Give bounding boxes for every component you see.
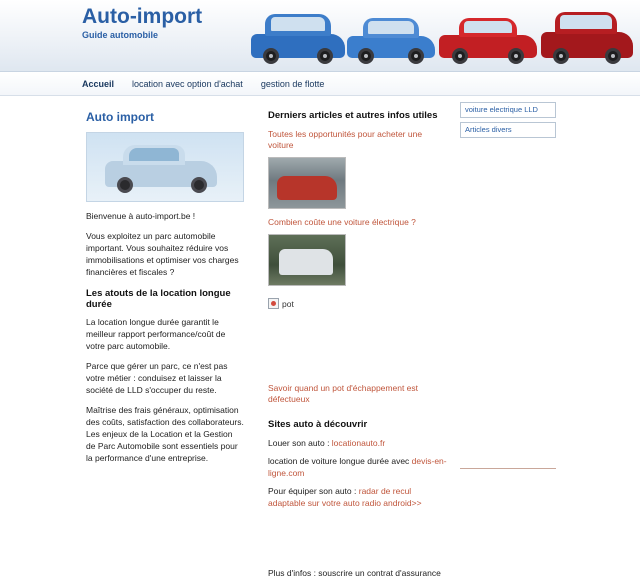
car-image-3 <box>439 10 537 64</box>
nav-item-accueil[interactable]: Accueil <box>82 78 115 89</box>
site-line-3 <box>268 485 448 509</box>
brand-title: Auto-import <box>82 5 203 28</box>
middle-column <box>268 110 448 515</box>
paragraph-1: Vous exploitez un parc automobile important. Vous souhaitez réduire vos immobilisations et optimiser vos charges financières et fiscales ? <box>86 231 239 277</box>
section-heading-atouts: Les atouts de la location longue durée <box>86 288 231 310</box>
site-2-prefix: location de voiture longue durée avec <box>268 456 412 466</box>
right-box-articles-divers[interactable]: Articles divers <box>460 122 556 138</box>
right-divider <box>460 468 556 469</box>
site-header <box>0 0 640 72</box>
nav-item-location-option-achat[interactable]: location avec option d'achat <box>132 78 243 89</box>
broken-image-placeholder <box>268 298 294 309</box>
article-link-2[interactable]: Combien coûte une voiture électrique ? <box>268 217 416 227</box>
page-title: Auto import <box>86 110 154 124</box>
site-2-link[interactable]: devis-en-ligne.com <box>268 456 447 478</box>
car-image-2 <box>347 10 435 64</box>
left-column <box>86 110 244 472</box>
paragraph-4: Maîtrise des frais généraux, optimisation des coûts, satisfaction des collaborateurs. Les enjeux de la Location et la Gestion de Parc Automobile sont essentiels pour la performance d'une entreprise. <box>86 405 244 463</box>
site-1-prefix: Louer son auto : <box>268 438 332 448</box>
site-line-1 <box>268 437 448 449</box>
site-line-4-clipped: Plus d'infos : souscrire un contrat d'assurance <box>268 568 441 578</box>
nav-item-gestion-de-flotte[interactable]: gestion de flotte <box>260 78 325 89</box>
right-column <box>460 102 556 469</box>
site-1-link[interactable]: locationauto.fr <box>331 438 386 448</box>
broken-image-icon <box>268 298 279 309</box>
site-line-2 <box>268 455 448 479</box>
site-3-prefix: Pour équiper son auto : <box>268 486 359 496</box>
broken-image-alt-text: pot <box>282 298 294 309</box>
brand-subtitle: Guide automobile <box>82 30 159 40</box>
sites-heading: Sites auto à découvrir <box>268 419 368 430</box>
article-link-3[interactable]: Savoir quand un pot d'échappement est défectueux <box>268 383 419 404</box>
articles-heading: Derniers articles et autres infos utiles <box>268 110 438 121</box>
intro-text: Bienvenue à auto-import.be ! <box>86 211 196 221</box>
main-navigation <box>0 72 640 96</box>
site-brand[interactable] <box>82 6 202 40</box>
paragraph-2: La location longue durée garantit le meilleur rapport performance/coût de votre parc automobile. <box>86 317 226 351</box>
article-image-2 <box>268 234 346 286</box>
article-image-1 <box>268 157 346 209</box>
paragraph-3: Parce que gérer un parc, ce n'est pas votre métier : conduisez et laisser la société de LLD s'occuper du reste. <box>86 361 228 395</box>
article-link-1[interactable]: Toutes les opportunités pour acheter une voiture <box>268 129 423 150</box>
content-wrap <box>0 96 640 578</box>
right-box-voiture-electrique-lld[interactable]: voiture electrique LLD <box>460 102 556 118</box>
site-3-link[interactable]: radar de recul adaptable sur votre auto radio android>> <box>268 486 422 508</box>
header-car-banner <box>251 2 636 70</box>
car-image-1 <box>251 8 345 64</box>
car-image-4 <box>541 6 633 64</box>
hero-car-image <box>86 132 244 202</box>
